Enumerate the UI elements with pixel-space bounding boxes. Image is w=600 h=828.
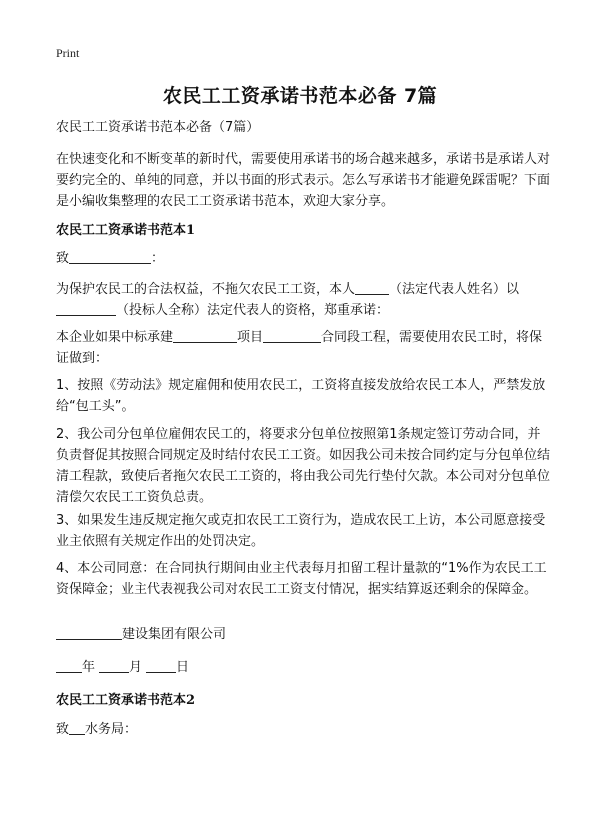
section2-to-text: 水务局：: [85, 722, 138, 737]
p1-text-a: 为保护农民工的合法权益，不拖欠农民工工资，本人: [56, 282, 356, 297]
section2-heading: 农民工工资承诺书范本2: [56, 693, 196, 708]
intro-paragraph: 在快速变化和不断变革的新时代，需要使用承诺书的场合越来越多，承诺书是承诺人对要约完全的、单纯的同意，并以书面的形式表示。怎么写承诺书才能避免踩雷呢？下面是小编收集整理的农民工工资承诺书范本，欢迎大家分享。: [56, 152, 551, 209]
addressee-blank: [69, 249, 151, 264]
p2-text-c: 合同段工程，需要使用农民工时，将保证做到：: [56, 330, 543, 366]
project-blank: [173, 328, 237, 343]
p2-text-a: 本企业如果中标承建: [56, 330, 174, 345]
bidder-blank: [56, 301, 116, 316]
year-blank: [56, 658, 82, 673]
month-label: 月: [129, 660, 143, 675]
section1-paragraph-2: [56, 327, 552, 369]
commitment-item-2: 2、我公司分包单位雇佣农民工的，将要求分包单位按照第1条规定签订劳动合同，并负责督促其按照合同规定及时结付农民工工资。如因我公司未按合同约定与分包单位结清工程款，致使后者拖欠农民工工资的，将由我公司先行垫付欠款。本公司对分包单位清偿欠农民工工资负总责。: [56, 427, 551, 505]
section1-heading: 农民工工资承诺书范本1: [56, 223, 196, 238]
commitment-item-4: 4、本公司同意：在合同执行期间由业主代表每月扣留工程计量款的“1%作为农民工工资保障金；业主代表视我公司对农民工工资支付情况，据实结算返还剩余的保障金。: [56, 561, 547, 597]
company-blank: [56, 625, 122, 640]
company-signature: [56, 624, 552, 645]
addressee-suffix: ：: [151, 251, 165, 266]
signature-date: [56, 657, 552, 678]
day-blank: [146, 658, 176, 673]
addressee-label: 致: [56, 251, 70, 266]
p1-text-c: （投标人全称）法定代表人的资格，郑重承诺：: [116, 303, 390, 318]
company-suffix: 建设集团有限公司: [122, 627, 227, 642]
section1-paragraph-1: [56, 279, 552, 321]
commitment-item-3: 3、如果发生违反规定拖欠或克扣农民工工资行为，造成农民工上访，本公司愿意接受业主依照有关规定作出的处罚决定。: [56, 513, 546, 549]
month-blank: [99, 658, 129, 673]
section1-addressee: [56, 248, 552, 269]
p2-text-b: 项目: [237, 330, 264, 345]
year-label: 年: [82, 660, 96, 675]
name-blank: [355, 280, 389, 295]
section-blank: [263, 328, 321, 343]
document-subtitle: 农民工工资承诺书范本必备（7篇）: [56, 120, 260, 135]
document-title: 农民工工资承诺书范本必备 7篇: [162, 85, 438, 107]
p1-text-b: （法定代表人姓名）以: [389, 282, 520, 297]
print-link[interactable]: Print: [56, 46, 80, 60]
day-label: 日: [176, 660, 190, 675]
section2-addressee: [56, 719, 552, 740]
commitment-item-1: 1、按照《劳动法》规定雇佣和使用农民工，工资将直接发放给农民工本人，严禁发放给“包工头”。: [56, 378, 546, 414]
section2-to-blank: [69, 720, 85, 735]
section2-to-label: 致: [56, 722, 70, 737]
